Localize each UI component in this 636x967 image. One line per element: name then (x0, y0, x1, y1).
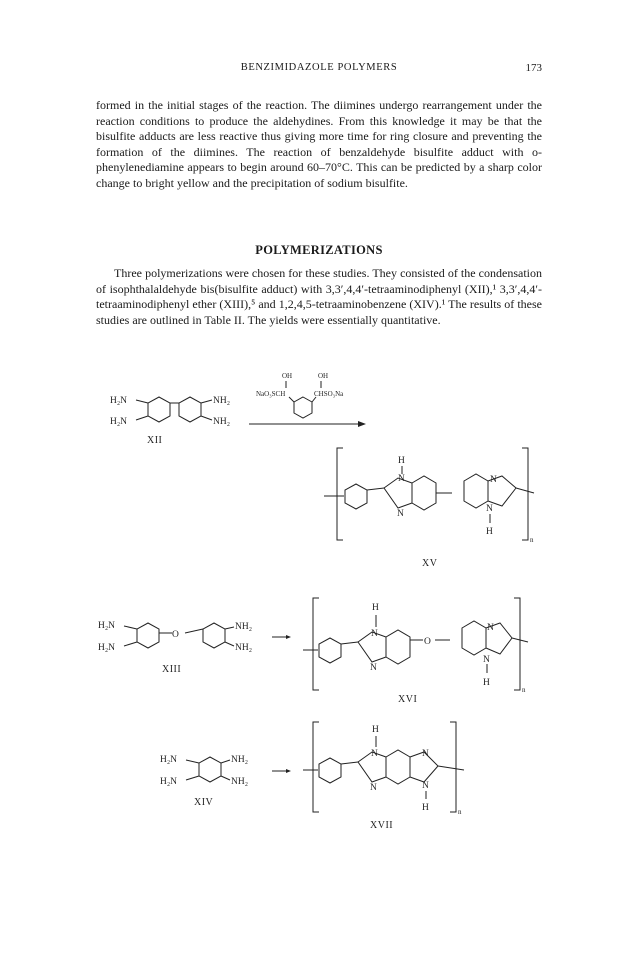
xii-h2n-bottom: H₂N (110, 417, 128, 427)
xv-n-right-bottom: N (486, 504, 493, 514)
reagent-benzene-ring (294, 397, 312, 418)
xvi-n-bottom: N (370, 663, 377, 673)
xiii-h2n-top: H₂N (98, 621, 116, 631)
xvi-benzo-left (386, 630, 410, 664)
xvii-phenyl-ring (319, 758, 341, 783)
xv-phenyl-ring (345, 484, 367, 509)
xvi-n-top: N (371, 629, 378, 639)
xvii-h-bottom: H (422, 803, 429, 813)
running-title: BENZIMIDAZOLE POLYMERS (240, 62, 398, 73)
xiii-h2n-bottom: H₂N (98, 643, 116, 653)
xiii-nh2-bottom: NH₂ (235, 643, 253, 653)
page-number: 173 (525, 62, 542, 74)
xvii-n-right-top: N (422, 749, 429, 759)
xv-repeat-n: n (530, 536, 534, 544)
xii-nh2-bottom: NH₂ (213, 417, 231, 427)
xvi-repeat-n: n (522, 686, 526, 694)
xiv-ring (199, 757, 221, 782)
xvi-h-top: H (372, 603, 379, 613)
paragraph-polymerizations: Three polymerizations were chosen for these studies. They consisted of the condensation of isophthalaldehyde bis(bisulfite adduct) with 3,3′,4,4′-tetraaminodiphenyl (XII),¹ 3,3′,4,4′-tetraaminodiphenyl ether (XIII),⁵ and 1,2,4,5-tetraaminobenzene (XIV).¹ The results of these studies are outlined in Table II. The yields were essentially quantitative. (96, 266, 542, 327)
xii-nh2-top: NH₂ (213, 396, 231, 406)
label-xiii: XIII (162, 664, 182, 675)
reagent-oh-left: OH (282, 372, 293, 380)
xv-n-top: N (398, 474, 405, 484)
xvi-phenyl-ring (319, 638, 341, 663)
xv-benzo-left (412, 476, 436, 510)
polymer-xv-structure (324, 448, 534, 544)
xvii-n-bottom: N (370, 783, 377, 793)
xiii-ether-o: O (172, 630, 179, 640)
polymer-xvii-structure (303, 722, 464, 816)
xvi-ether-o: O (424, 637, 431, 647)
xii-ring-left (148, 397, 170, 422)
xvi-benzo-right (462, 621, 486, 655)
reaction-arrow-2 (272, 635, 291, 639)
label-xvii: XVII (370, 820, 394, 831)
xii-ring-right (179, 397, 201, 422)
xvii-n-right-bottom: N (422, 781, 429, 791)
xiii-nh2-top: NH₂ (235, 622, 253, 632)
label-xv: XV (422, 558, 438, 569)
xvii-n-top: N (371, 749, 378, 759)
xvi-h-bottom: H (483, 678, 490, 688)
reagent-nao3sch: NaO₃SCH (256, 390, 286, 398)
xiv-h2n-bottom: H₂N (160, 777, 178, 787)
paragraph-bisulfite-adducts: formed in the initial stages of the reaction. The diimines undergo rearrangement under the reaction conditions to produce the aldehydines. From this knowledge it may be that the bisulfite adducts are less reactive thus giving more time for ring closure and preventing the formation of the diimines. The reaction of benzaldehyde bisulfite adduct with o-phenylenediamine appears to begin around 60–70°C. This can be predicted by a sharp color change to bright yellow and the precipitation of sodium bisulfite. (96, 98, 542, 190)
xv-n-bottom: N (397, 509, 404, 519)
xv-h-bottom: H (486, 527, 493, 537)
xvii-h-top: H (372, 725, 379, 735)
reaction-arrow-1 (249, 421, 366, 427)
xv-n-right-top: N (490, 475, 497, 485)
compound-xiv-structure (160, 755, 248, 787)
xv-h-top: H (398, 456, 405, 466)
xii-h2n-top: H₂N (110, 396, 128, 406)
reagent-isophthalaldehyde-bisulfite (256, 372, 344, 418)
reaction-arrow-3 (272, 769, 291, 773)
polymer-xvi-structure (303, 598, 528, 694)
xvii-repeat-n: n (458, 808, 462, 816)
label-xvi: XVI (398, 694, 418, 705)
xvi-n-right-bottom: N (483, 655, 490, 665)
xiv-nh2-top: NH₂ (231, 755, 249, 765)
xiv-nh2-bottom: NH₂ (231, 777, 249, 787)
reagent-chso3na: CHSO₃Na (314, 390, 344, 398)
label-xiv: XIV (194, 797, 214, 808)
reagent-oh-right: OH (318, 372, 329, 380)
xiii-ring-left (137, 623, 159, 648)
label-xii: XII (147, 435, 163, 446)
compound-xiii-structure (98, 621, 252, 653)
section-heading-polymerizations: POLYMERIZATIONS (255, 243, 383, 257)
xiv-h2n-top: H₂N (160, 755, 178, 765)
xiii-ring-right (203, 623, 225, 648)
compound-xii-structure (110, 396, 230, 427)
xvi-n-right-top: N (487, 623, 494, 633)
xvii-benzene-core (386, 750, 410, 784)
xv-benzo-right (464, 474, 488, 508)
